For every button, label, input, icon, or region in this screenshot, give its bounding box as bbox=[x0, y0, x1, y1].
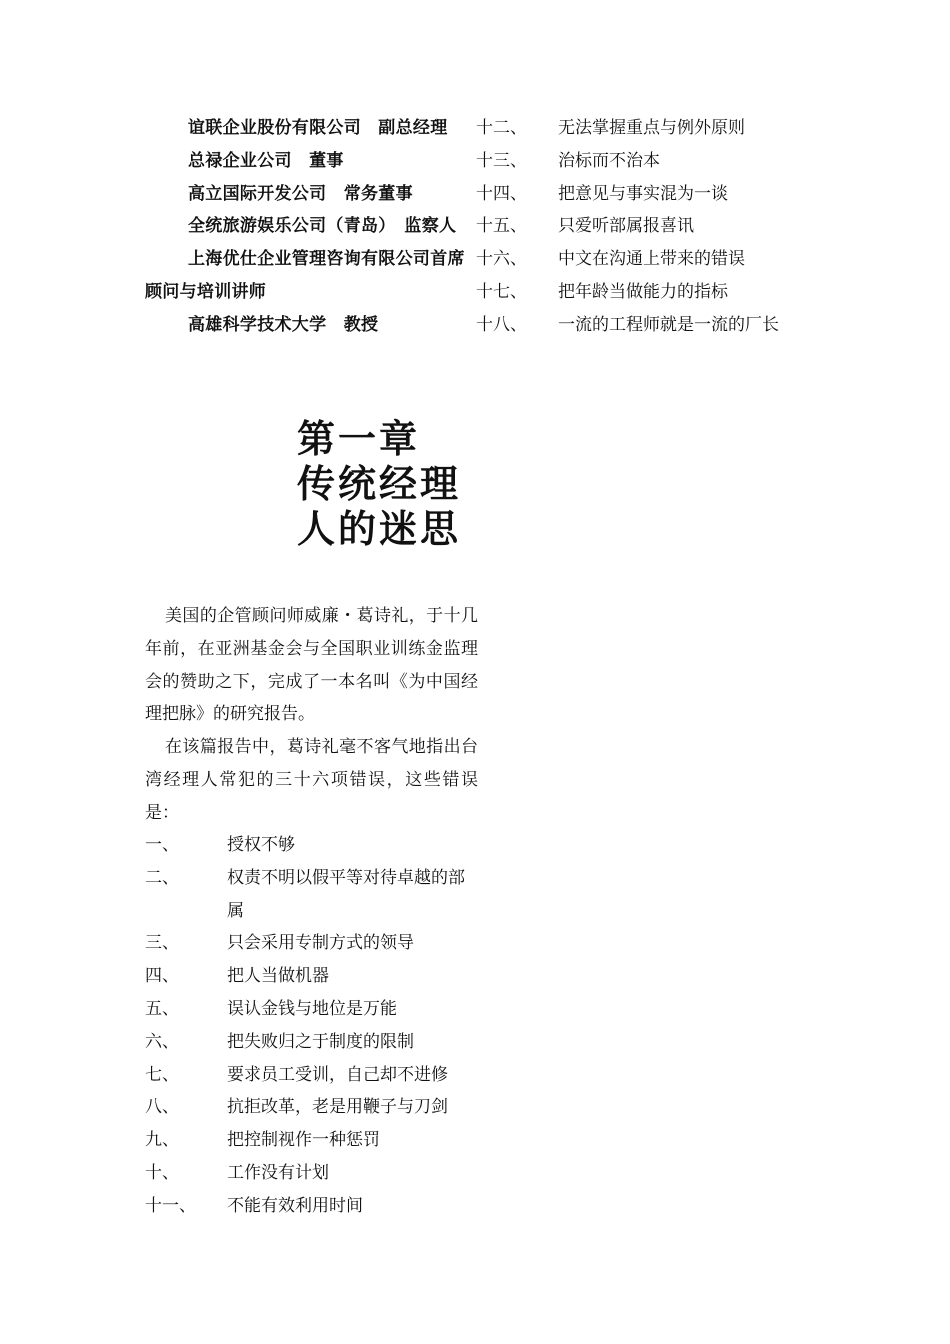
list-number: 十、 bbox=[145, 1162, 179, 1183]
affiliation-item: 总禄企业公司 董事 bbox=[188, 150, 344, 171]
list-text: 抗拒改革，老是用鞭子与刀剑 bbox=[227, 1097, 448, 1118]
paragraph: 美国的企管顾问师威廉・葛诗礼，于十几年前，在亚洲基金会与全国职业训练金监理会的赞助之下，完成了一本名叫《为中国经理把脉》的研究报告。 bbox=[145, 606, 478, 725]
list-text: 一流的工程师就是一流的厂长 bbox=[558, 314, 779, 335]
body-text bbox=[145, 600, 478, 830]
list-text: 工作没有计划 bbox=[227, 1162, 329, 1183]
list-number: 九、 bbox=[145, 1130, 179, 1151]
list-text: 不能有效利用时间 bbox=[227, 1195, 363, 1216]
list-text: 把年龄当做能力的指标 bbox=[558, 281, 728, 302]
list-item bbox=[145, 927, 478, 960]
paragraph: 在该篇报告中，葛诗礼毫不客气地指出台湾经理人常犯的三十六项错误，这些错误是： bbox=[145, 737, 478, 823]
list-number: 十八、 bbox=[476, 314, 527, 335]
affiliation-item: 上海优仕企业管理咨询有限公司首席顾问与培训讲师 bbox=[145, 249, 465, 302]
list-item bbox=[145, 829, 478, 862]
list-text: 把控制视作一种惩罚 bbox=[227, 1130, 380, 1151]
list-number: 十五、 bbox=[476, 216, 527, 237]
mistakes-list-continued bbox=[476, 112, 836, 342]
list-number: 十四、 bbox=[476, 183, 527, 204]
affiliation-item: 高立国际开发公司 常务董事 bbox=[188, 183, 413, 204]
list-item bbox=[145, 1091, 478, 1124]
affiliation-item: 高雄科学技术大学 教授 bbox=[188, 314, 379, 335]
list-item bbox=[145, 1026, 478, 1059]
list-item bbox=[145, 1059, 478, 1092]
list-number: 四、 bbox=[145, 966, 179, 987]
mistakes-list bbox=[145, 829, 478, 1223]
list-item bbox=[145, 1190, 478, 1223]
list-item bbox=[476, 145, 836, 178]
list-number: 五、 bbox=[145, 998, 179, 1019]
list-text: 授权不够 bbox=[227, 835, 295, 855]
list-number: 十三、 bbox=[476, 150, 527, 171]
list-text: 只会采用专制方式的领导 bbox=[227, 933, 414, 954]
list-text: 中文在沟通上带来的错误 bbox=[558, 249, 745, 270]
list-item bbox=[145, 1124, 478, 1157]
list-text: 误认金钱与地位是万能 bbox=[227, 998, 397, 1019]
list-item bbox=[145, 862, 478, 928]
list-text: 权责不明以假平等对待卓越的部属 bbox=[227, 867, 465, 921]
list-item bbox=[145, 960, 478, 993]
list-number: 六、 bbox=[145, 1031, 179, 1052]
affiliation-item: 全统旅游娱乐公司（青岛） 监察人 bbox=[188, 216, 457, 237]
list-item bbox=[476, 178, 836, 211]
list-text: 把意见与事实混为一谈 bbox=[558, 183, 728, 204]
author-affiliations bbox=[145, 112, 475, 342]
list-number: 一、 bbox=[145, 835, 179, 855]
chapter-title-line: 传统经理 bbox=[297, 461, 462, 506]
list-item bbox=[476, 112, 836, 145]
list-item bbox=[476, 276, 836, 309]
list-number: 十七、 bbox=[476, 281, 527, 302]
list-number: 七、 bbox=[145, 1064, 179, 1085]
list-text: 把人当做机器 bbox=[227, 966, 329, 987]
list-item bbox=[145, 993, 478, 1026]
chapter-number: 第一章 bbox=[297, 416, 421, 461]
list-text: 只爱听部属报喜讯 bbox=[558, 216, 694, 237]
list-number: 二、 bbox=[145, 867, 179, 888]
list-item bbox=[476, 243, 836, 276]
list-number: 十一、 bbox=[145, 1195, 196, 1216]
affiliation-item: 谊联企业股份有限公司 副总经理 bbox=[188, 118, 448, 138]
list-text: 要求员工受训，自己却不进修 bbox=[227, 1064, 448, 1085]
list-number: 十六、 bbox=[476, 249, 527, 270]
list-text: 治标而不治本 bbox=[558, 150, 660, 171]
chapter-title-line: 人的迷思 bbox=[297, 506, 462, 551]
chapter-heading bbox=[297, 416, 497, 551]
list-number: 八、 bbox=[145, 1097, 179, 1118]
list-number: 十二、 bbox=[476, 118, 527, 138]
list-text: 无法掌握重点与例外原则 bbox=[558, 118, 745, 138]
list-number: 三、 bbox=[145, 933, 179, 954]
list-item bbox=[476, 309, 836, 342]
list-text: 把失败归之于制度的限制 bbox=[227, 1031, 414, 1052]
list-item bbox=[145, 1157, 478, 1190]
list-item bbox=[476, 210, 836, 243]
